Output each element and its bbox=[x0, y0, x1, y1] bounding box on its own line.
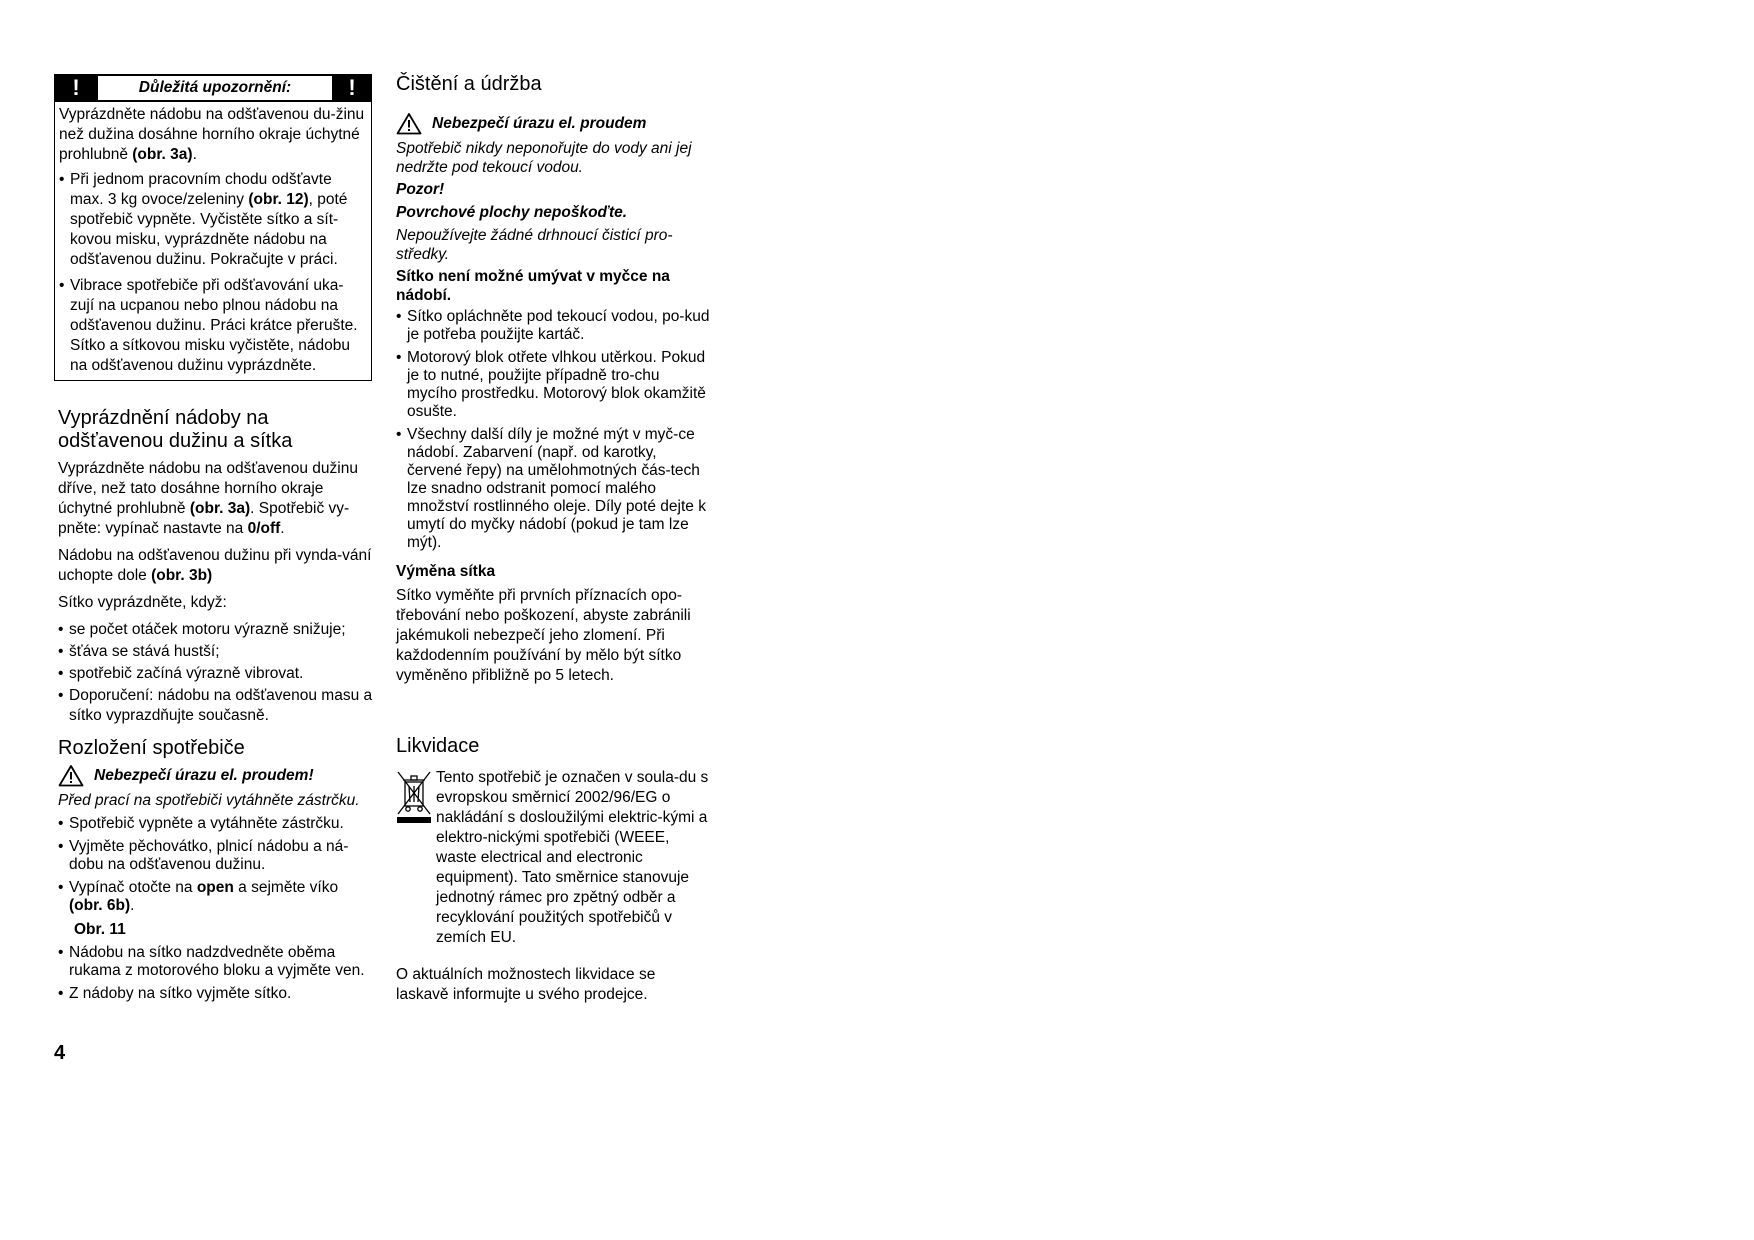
section-emptying bbox=[58, 407, 374, 728]
important-notice-box bbox=[54, 74, 372, 381]
disassembly-list bbox=[58, 815, 374, 915]
paragraph: Nepoužívejte žádné drhnoucí čisticí pro-středky. bbox=[396, 227, 673, 263]
subsection-title: Výměna sítka bbox=[396, 563, 496, 580]
list-item: • Nádobu na sítko nadzdvedněte oběma rukama z motorového bloku a vyjměte ven. bbox=[58, 944, 374, 980]
paragraph: Tento spotřebič je označen v soula-du s evropskou směrnicí 2002/96/EG o nakládání s dosloužilými elektric-kými a elektro-nickými spotřebiči (WEEE, waste electrical and electronic equipment). Tato směrnice stanovuje jednotný rámec pro zpětný odběr a recyklování použitých spotřebičů v zemích EU. bbox=[436, 769, 709, 946]
list-item: • Vibrace spotřebiče při odšťavování uka-zují na ucpanou nebo plnou nádobu na odšťavenou dužinu. Práci krátce přerušte. Sítko a sítkovou misku vyčistěte, nádobu na odšťavenou dužinu vyprázdněte. bbox=[59, 276, 367, 376]
caution-label: Pozor! bbox=[396, 181, 445, 198]
paragraph: Vyprázdněte nádobu na odšťavenou dužinu dříve, než tato dosáhne horního okraje úchytné prohlubně (obr. 3a). Spotřebič vy-pněte: vypínač nastavte na 0/off. bbox=[58, 460, 358, 537]
paragraph: Sítko vyměňte při prvních příznacích opo-třebování nebo poškození, abyste zabránili jakémukoli nebezpečí jeho zlomení. Při každodenním používání by mělo být sítko vyměněno přibližně po 5 letech. bbox=[396, 587, 691, 684]
section-disassembly bbox=[58, 737, 374, 1008]
notice-list bbox=[59, 170, 367, 376]
list-item: • spotřebič začíná výrazně vibrovat. bbox=[58, 664, 374, 684]
list-item: • Při jednom pracovním chodu odšťavte max. 3 kg ovoce/zeleniny (obr. 12), poté spotřebič vypněte. Vyčistěte sítko a sít-kovou misku, vyprázdněte nádobu na odšťavenou dužinu. Pokračujte v práci. bbox=[59, 170, 367, 270]
paragraph: Sítko není možné umývat v myčce na nádobí. bbox=[396, 268, 670, 304]
list-item: • šťáva se stává hustší; bbox=[58, 642, 374, 662]
exclamation-icon: ! bbox=[72, 75, 80, 100]
list-item: • Všechny další díly je možné mýt v myč-ce nádobí. Zabarvení (např. od karotky, červené řepy) na umělohmotných čás-tech lze snadno odstranit pomocí malého množství rostlinného oleje. Díly poté dejte k umytí do myčky nádobí (pokud je tam lze mýt). bbox=[396, 426, 712, 552]
list-item: • Vyjměte pěchovátko, plnicí nádobu a ná-dobu na odšťavenou dužinu. bbox=[58, 838, 374, 874]
list-item: • Doporučení: nádobu na odšťavenou masu a sítko vyprazdňujte současně. bbox=[58, 686, 374, 726]
section-title: Čištění a údržba bbox=[396, 73, 542, 95]
section-disposal bbox=[396, 735, 712, 1012]
list-item: • Motorový blok otřete vlhkou utěrkou. Pokud je to nutné, použijte případně tro-chu mycího prostředku. Motorový blok okamžitě osušte. bbox=[396, 349, 712, 421]
section-title: Vyprázdnění nádoby na odšťavenou dužinu a sítka bbox=[58, 407, 293, 452]
cleaning-list bbox=[396, 308, 712, 552]
paragraph: O aktuálních možnostech likvidace se laskavě informujte u svého prodejce. bbox=[396, 966, 656, 1003]
crossed-out-bin-icon bbox=[396, 770, 432, 826]
list-item: • Spotřebič vypněte a vytáhněte zástrčku. bbox=[58, 815, 374, 833]
list-item: • Vypínač otočte na open a sejměte víko (obr. 6b). bbox=[58, 879, 374, 915]
list-item: • Sítko opláchněte pod tekoucí vodou, po-kud je potřeba použijte kartáč. bbox=[396, 308, 712, 344]
paragraph: Sítko vyprázdněte, když: bbox=[58, 594, 227, 611]
notice-intro: Vyprázdněte nádobu na odšťavenou du-žinu než dužina dosáhne horního okraje úchytné prohlubně (obr. 3a). bbox=[59, 106, 365, 163]
section-title: Rozložení spotřebiče bbox=[58, 737, 245, 759]
section-title: Likvidace bbox=[396, 735, 480, 757]
emptying-list bbox=[58, 620, 374, 726]
warning-triangle-icon bbox=[396, 112, 422, 135]
paragraph: Před prací na spotřebiči vytáhněte zástrčku. bbox=[58, 792, 360, 809]
hazard-note: Nebezpečí úrazu el. proudem bbox=[396, 112, 712, 135]
list-item: • Z nádoby na sítko vyjměte sítko. bbox=[58, 985, 374, 1003]
notice-title: Důležitá upozornění: bbox=[98, 76, 332, 100]
list-item: • se počet otáček motoru výrazně snižuje; bbox=[58, 620, 374, 640]
notice-header bbox=[54, 74, 372, 102]
paragraph: Nádobu na odšťavenou dužinu při vynda-vání uchopte dole (obr. 3b) bbox=[58, 547, 372, 584]
warning-triangle-icon bbox=[58, 764, 84, 787]
weee-block bbox=[396, 768, 712, 955]
paragraph: Spotřebič nikdy neponořujte do vody ani jej nedržte pod tekoucí vodou. bbox=[396, 140, 692, 176]
section-cleaning bbox=[396, 73, 712, 693]
hazard-note: Nebezpečí úrazu el. proudem! bbox=[58, 764, 374, 787]
page-number: 4 bbox=[54, 1042, 66, 1064]
exclamation-icon: ! bbox=[348, 75, 356, 100]
notice-body bbox=[54, 102, 372, 381]
caution-text: Povrchové plochy nepoškoďte. bbox=[396, 204, 628, 221]
disassembly-list-2 bbox=[58, 944, 374, 1003]
figure-reference: Obr. 11 bbox=[74, 921, 126, 938]
